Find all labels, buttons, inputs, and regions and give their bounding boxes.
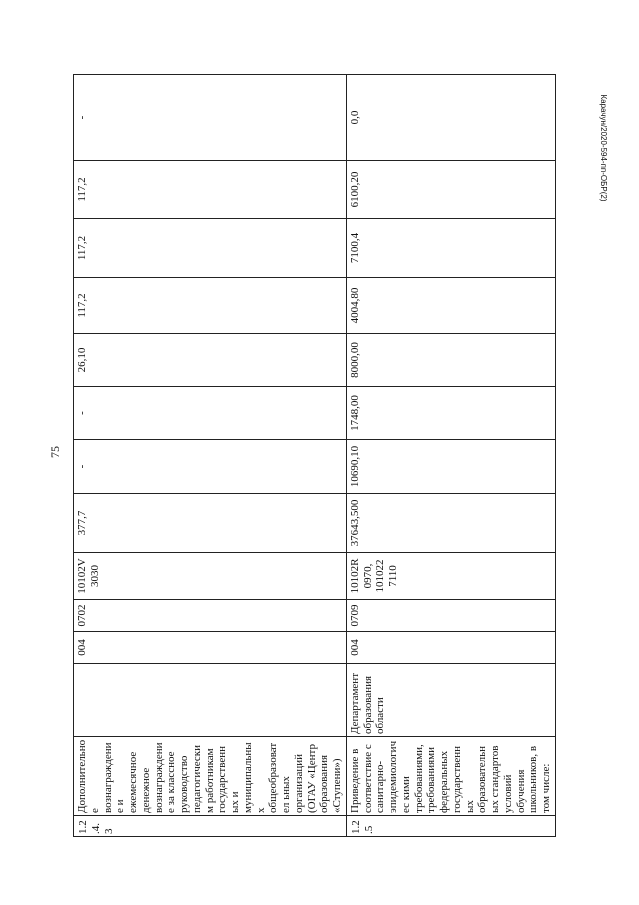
value-year-4: 117,2 bbox=[74, 278, 347, 334]
row-number: 1.2.5 bbox=[346, 816, 555, 837]
value-year-2: - bbox=[74, 387, 347, 440]
code-ministry: 004 bbox=[346, 632, 555, 664]
value-year-6: 117,2 bbox=[74, 161, 347, 219]
department: Департамент образования области bbox=[346, 664, 555, 737]
value-year-5: 117,2 bbox=[74, 219, 347, 278]
code-target: 10102R 0970, 101022 7110 bbox=[346, 553, 555, 600]
budget-table-container bbox=[73, 75, 552, 837]
value-year-3: 26,10 bbox=[74, 334, 347, 387]
table-row bbox=[74, 75, 347, 837]
budget-table bbox=[73, 74, 556, 837]
value-total: 377,7 bbox=[74, 494, 347, 553]
value-year-7: 0,0 bbox=[346, 75, 555, 161]
table-row bbox=[346, 75, 555, 837]
page-number: 75 bbox=[48, 446, 62, 458]
value-year-2: 1748,00 bbox=[346, 387, 555, 440]
code-target: 10102V 3030 bbox=[74, 553, 347, 600]
code-section: 0709 bbox=[346, 600, 555, 632]
row-number: 1.2.4. 3 bbox=[74, 816, 347, 837]
value-year-1: - bbox=[74, 440, 347, 494]
value-year-1: 10690,10 bbox=[346, 440, 555, 494]
value-year-6: 6100,20 bbox=[346, 161, 555, 219]
measure-name: Приведение в соответствие с санитарно-эпидемиологичес кими требованиями, требованиями федеральных государственных образовательных стандартов условий обучения школьников, в том числе: bbox=[346, 737, 555, 816]
measure-name: Дополнительное вознаграждение и ежемесячное денежное вознаграждение за классное руководство педагогическим работникам государственных и муниципальных общеобразовател ьных организаций (ОГАУ «Центр образования «Ступени») bbox=[74, 737, 347, 816]
value-year-4: 4004,80 bbox=[346, 278, 555, 334]
document-code: Карачун/2020-594-пп-ОБР(2) bbox=[599, 94, 608, 202]
code-section: 0702 bbox=[74, 600, 347, 632]
value-total: 37643,500 bbox=[346, 494, 555, 553]
value-year-3: 8000,00 bbox=[346, 334, 555, 387]
value-year-5: 7100,4 bbox=[346, 219, 555, 278]
code-ministry: 004 bbox=[74, 632, 347, 664]
department bbox=[74, 664, 347, 737]
value-year-7: - bbox=[74, 75, 347, 161]
